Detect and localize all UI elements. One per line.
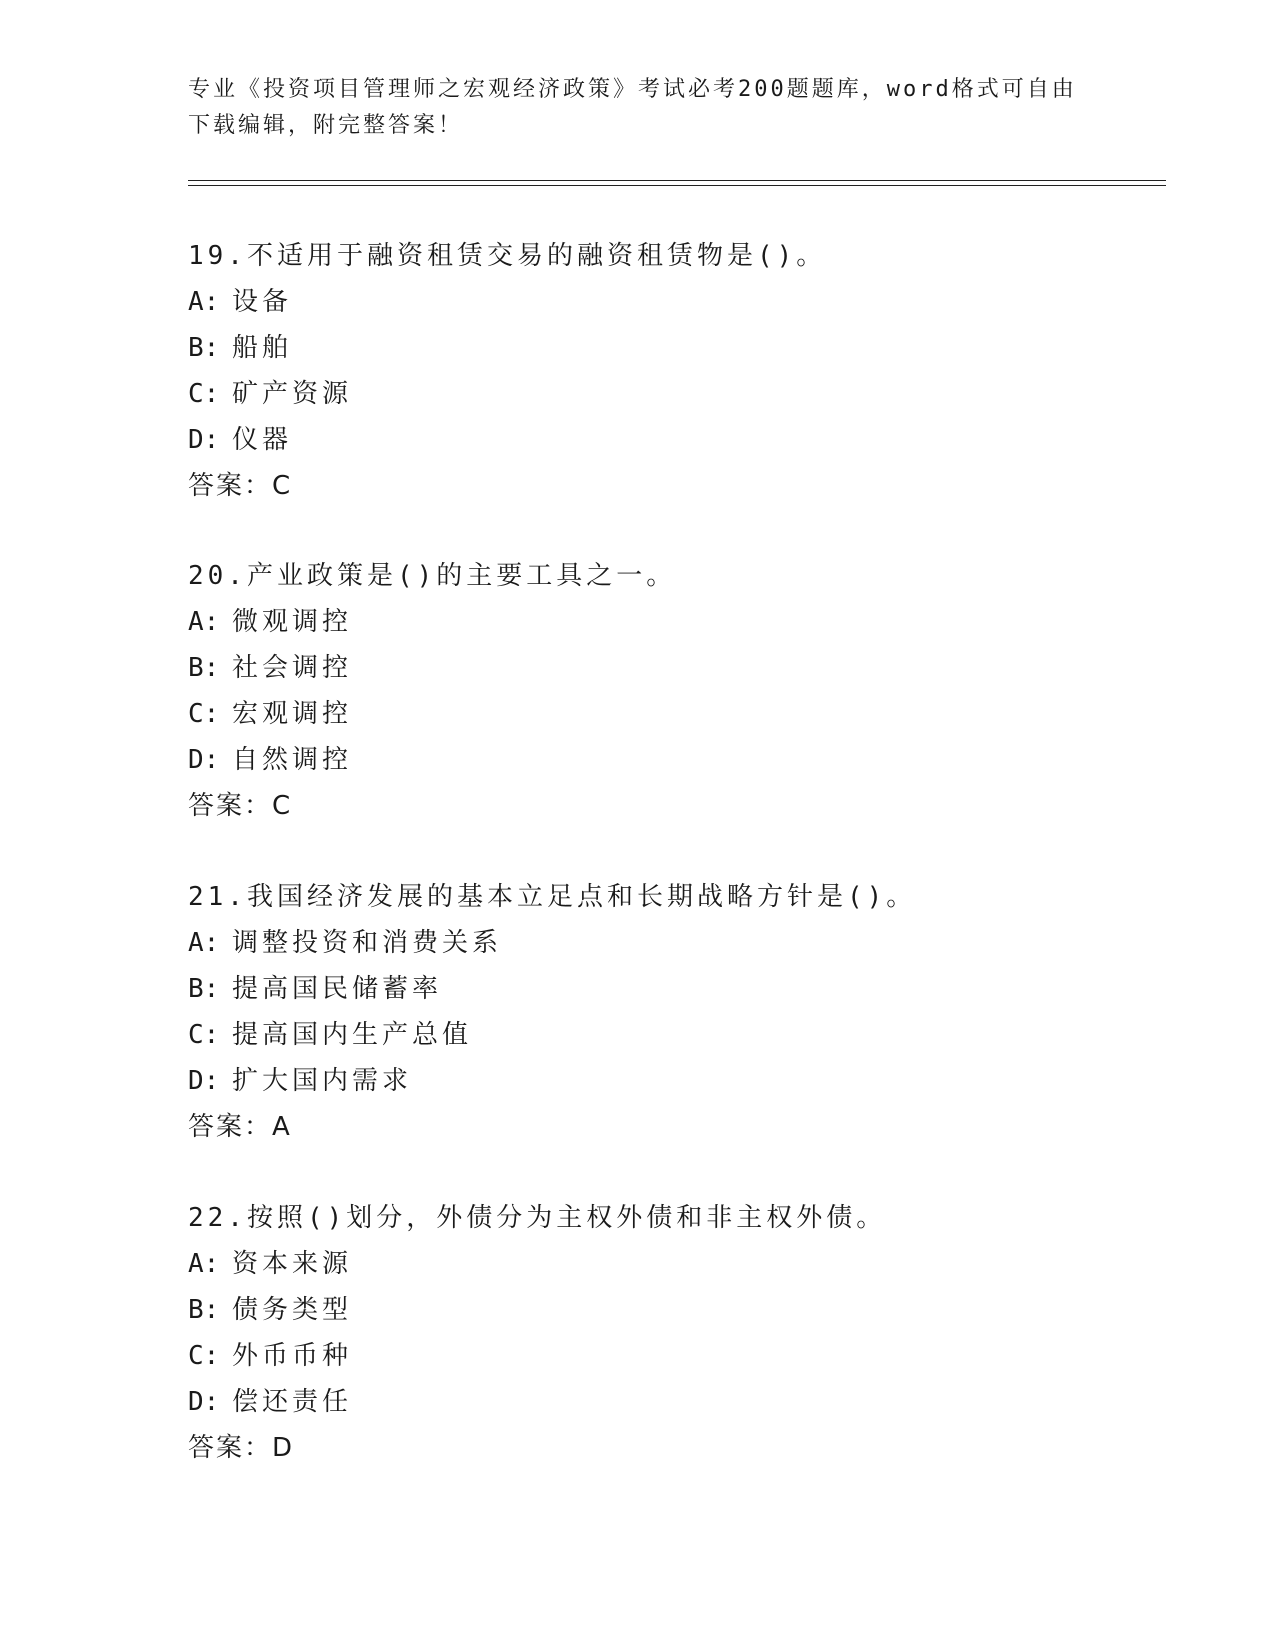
option-text: 设备 <box>232 287 293 317</box>
answer-line: 答案：C <box>188 791 293 821</box>
question-21 <box>188 874 1168 1150</box>
question-20 <box>188 553 1168 829</box>
answer-line: 答案：D <box>188 1433 295 1463</box>
option-key: A: <box>188 287 220 317</box>
option-b <box>188 966 1168 1012</box>
option-d <box>188 1058 1168 1104</box>
header-line-1: 专业《投资项目管理师之宏观经济政策》考试必考200题题库，word格式可自由 <box>188 77 1077 102</box>
option-key: D: <box>188 1387 220 1417</box>
option-key: B: <box>188 1295 220 1325</box>
option-key: D: <box>188 745 220 775</box>
header-divider-top <box>188 180 1166 181</box>
header-line-2: 下载编辑，附完整答案！ <box>188 113 464 138</box>
option-a <box>188 920 1168 966</box>
answer-line: 答案：A <box>188 1112 292 1142</box>
option-c <box>188 371 1168 417</box>
option-text: 扩大国内需求 <box>232 1066 413 1096</box>
option-key: B: <box>188 333 220 363</box>
option-key: A: <box>188 607 220 637</box>
option-a <box>188 1241 1168 1287</box>
question-stem: 21.我国经济发展的基本立足点和长期战略方针是()。 <box>188 882 917 912</box>
option-text: 提高国民储蓄率 <box>232 974 443 1004</box>
option-text: 自然调控 <box>232 745 353 775</box>
option-text: 偿还责任 <box>232 1387 353 1417</box>
question-19 <box>188 233 1168 509</box>
option-a <box>188 279 1168 325</box>
option-c <box>188 1333 1168 1379</box>
option-key: D: <box>188 1066 220 1096</box>
option-text: 提高国内生产总值 <box>232 1020 473 1050</box>
question-stem: 20.产业政策是()的主要工具之一。 <box>188 561 677 591</box>
option-key: A: <box>188 928 220 958</box>
question-stem: 22.按照()划分，外债分为主权外债和非主权外债。 <box>188 1203 887 1233</box>
option-text: 微观调控 <box>232 607 353 637</box>
option-d <box>188 737 1168 783</box>
option-text: 仪器 <box>232 425 293 455</box>
option-text: 矿产资源 <box>232 379 353 409</box>
option-text: 资本来源 <box>232 1249 353 1279</box>
option-d <box>188 417 1168 463</box>
option-key: B: <box>188 653 220 683</box>
option-b <box>188 325 1168 371</box>
option-text: 调整投资和消费关系 <box>232 928 503 958</box>
option-key: B: <box>188 974 220 1004</box>
option-text: 船舶 <box>232 333 293 363</box>
option-d <box>188 1379 1168 1425</box>
option-key: C: <box>188 1020 220 1050</box>
option-c <box>188 691 1168 737</box>
option-b <box>188 1287 1168 1333</box>
option-key: D: <box>188 425 220 455</box>
answer-line: 答案：C <box>188 471 293 501</box>
option-text: 外币币种 <box>232 1341 353 1371</box>
option-a <box>188 599 1168 645</box>
option-text: 债务类型 <box>232 1295 353 1325</box>
question-stem: 19.不适用于融资租赁交易的融资租赁物是()。 <box>188 241 827 271</box>
option-text: 宏观调控 <box>232 699 353 729</box>
option-b <box>188 645 1168 691</box>
document-header <box>188 72 1088 144</box>
option-key: C: <box>188 699 220 729</box>
option-key: C: <box>188 1341 220 1371</box>
option-c <box>188 1012 1168 1058</box>
question-22 <box>188 1195 1168 1471</box>
option-key: A: <box>188 1249 220 1279</box>
header-divider-bottom <box>188 185 1166 186</box>
option-text: 社会调控 <box>232 653 353 683</box>
option-key: C: <box>188 379 220 409</box>
